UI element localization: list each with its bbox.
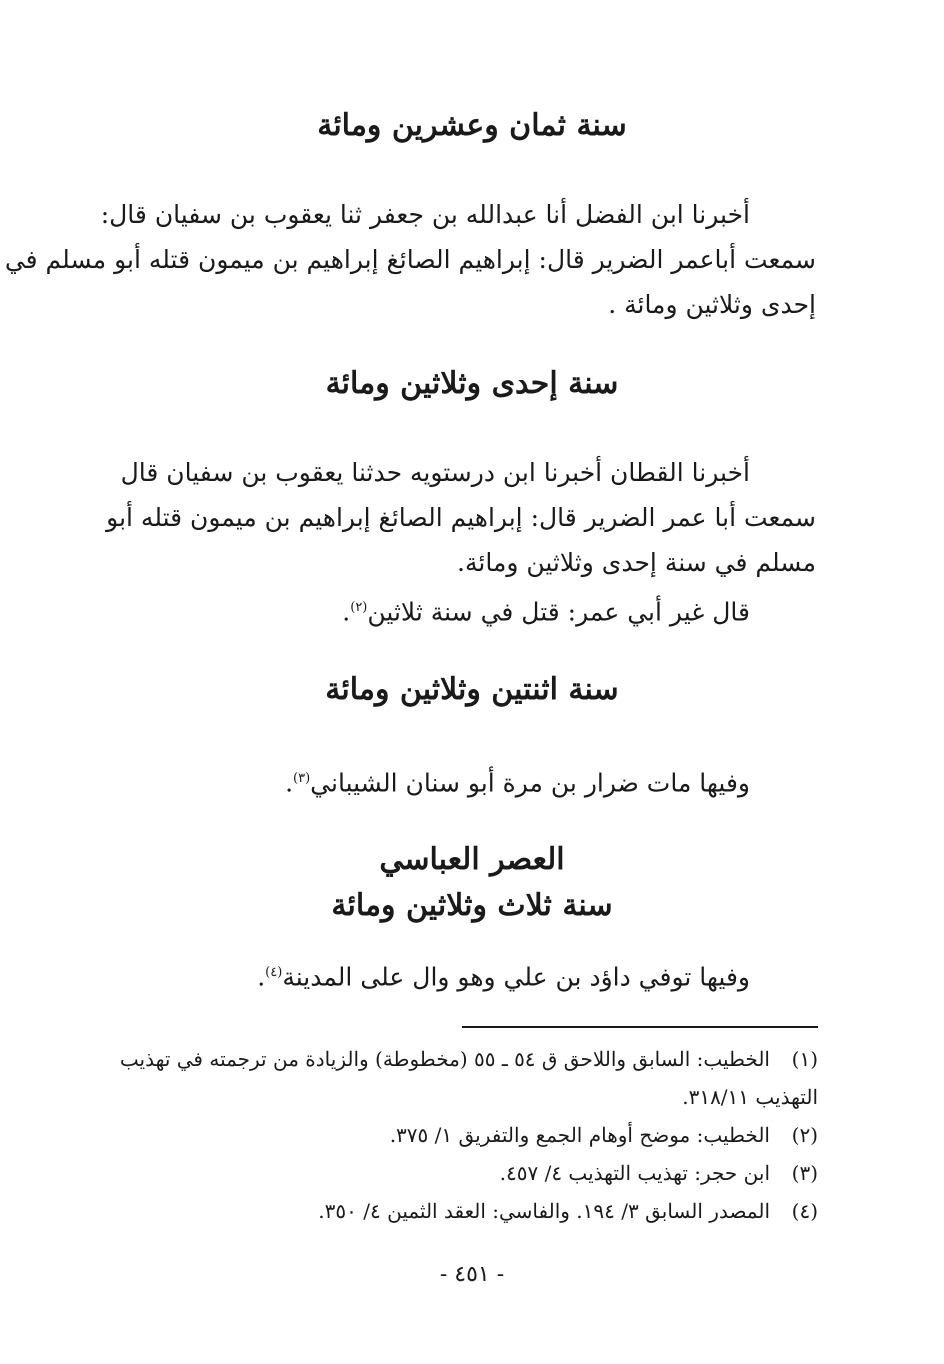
footnote-3 — [114, 1154, 818, 1192]
section-heading-132: سنة اثنتين وثلاثين ومائة — [325, 672, 619, 707]
footnote-text: ابن حجر: تهذيب التهذيب ٤/ ٤٥٧. — [499, 1161, 770, 1185]
line-end: . — [285, 768, 294, 798]
footnote-ref: (٢) — [350, 600, 368, 615]
footnote-4 — [114, 1192, 818, 1230]
paragraph-line — [112, 756, 816, 805]
footnote-text: الخطيب: موضح أوهام الجمع والتفريق ١/ ٣٧٥. — [389, 1123, 770, 1147]
footnote-text: الخطيب: السابق واللاحق ق ٥٤ ـ ٥٥ (مخطوطة) والزيادة من ترجمته في تهذيب — [119, 1047, 770, 1071]
paragraph-132 — [112, 756, 816, 805]
line-text: وفيها توفي داؤد بن علي وهو وال على المدينة — [282, 962, 750, 992]
paragraph-line: مسلم في سنة إحدى وثلاثين ومائة. — [457, 548, 816, 577]
paragraph-128 — [4, 192, 816, 327]
footnote-1-continued: التهذيب ٣١٨/١١. — [682, 1085, 818, 1109]
section-heading-133: سنة ثلاث وثلاثين ومائة — [331, 888, 613, 923]
line-text: وفيها مات ضرار بن مرة أبو سنان الشيباني — [310, 768, 750, 798]
footnote-number: (٤) — [791, 1199, 818, 1223]
line-text: قال غير أبي عمر: قتل في سنة ثلاثين — [367, 597, 750, 627]
footnote-divider — [462, 1026, 818, 1028]
paragraph-line: إحدى وثلاثين ومائة . — [608, 290, 816, 319]
paragraph-line — [112, 585, 816, 634]
line-end: . — [342, 597, 351, 627]
page-number: - ٤٥١ - — [439, 1262, 505, 1287]
section-heading-131: سنة إحدى وثلاثين ومائة — [325, 366, 619, 401]
section-heading-128: سنة ثمان وعشرين ومائة — [317, 108, 627, 143]
footnotes — [114, 1040, 818, 1230]
footnote-1 — [114, 1040, 818, 1078]
paragraph-line: سمعت أباعمر الضرير قال: إبراهيم الصائغ إبراهيم بن ميمون قتله أبو مسلم في — [4, 245, 816, 274]
era-heading: العصر العباسي — [379, 842, 565, 877]
footnote-text: المصدر السابق ٣/ ١٩٤. والفاسي: العقد الثمين ٤/ ٣٥٠. — [318, 1199, 770, 1223]
footnote-number: (٢) — [791, 1123, 818, 1147]
paragraph-133 — [112, 950, 816, 999]
footnote-ref: (٤) — [265, 965, 283, 980]
footnote-2 — [114, 1116, 818, 1154]
paragraph-131 — [106, 450, 816, 634]
line-end: . — [257, 962, 266, 992]
footnote-ref: (٣) — [293, 771, 311, 786]
paragraph-line: سمعت أبا عمر الضرير قال: إبراهيم الصائغ إبراهيم بن ميمون قتله أبو — [106, 503, 816, 532]
paragraph-line: أخبرنا ابن الفضل أنا عبدالله بن جعفر ثنا يعقوب بن سفيان قال: — [100, 200, 750, 229]
paragraph-line: أخبرنا القطان أخبرنا ابن درستويه حدثنا يعقوب بن سفيان قال — [120, 458, 750, 487]
paragraph-line — [112, 950, 816, 999]
footnote-number: (٣) — [791, 1161, 818, 1185]
footnote-number: (١) — [791, 1047, 818, 1071]
